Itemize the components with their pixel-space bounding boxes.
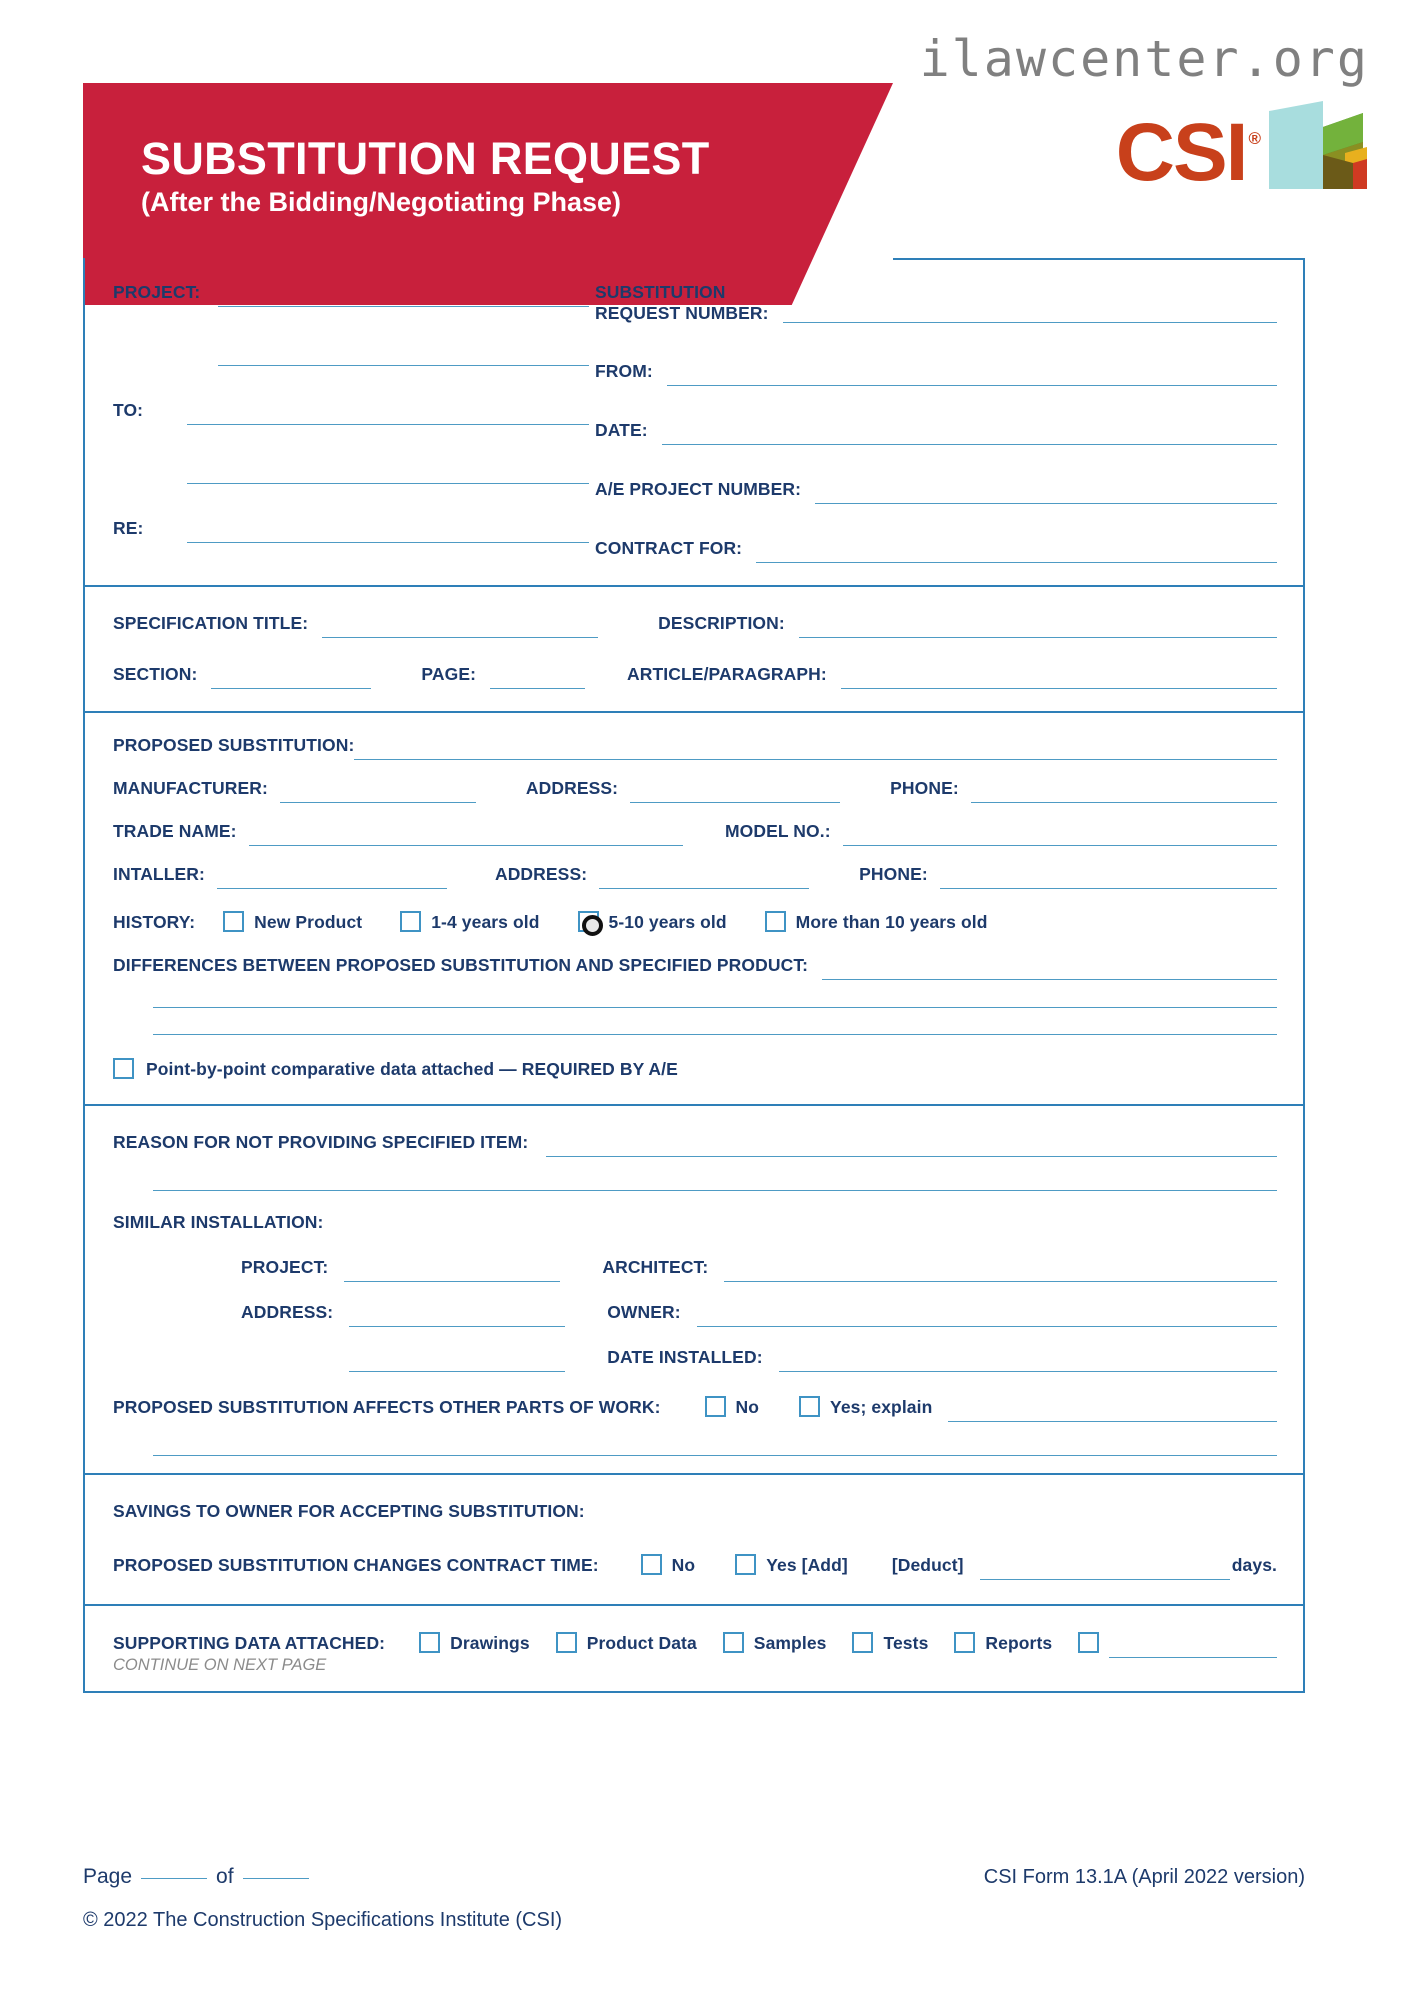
spec-row-1	[113, 613, 1277, 634]
similar-project-row	[113, 1257, 1277, 1278]
contract-for-label: CONTRACT FOR:	[595, 538, 743, 559]
section-input[interactable]	[211, 688, 371, 689]
intaller-address-input[interactable]	[599, 888, 809, 889]
supporting-option-1[interactable]	[556, 1628, 697, 1654]
contract-for-input[interactable]	[756, 562, 1277, 563]
point-by-point-row[interactable]	[113, 1054, 1277, 1080]
supporting-option-1-label: Product Data	[586, 1633, 697, 1654]
csi-logo	[1115, 97, 1367, 198]
savings-label: SAVINGS TO OWNER FOR ACCEPTING SUBSTITUTION:	[113, 1501, 585, 1522]
history-option-2[interactable]	[578, 907, 727, 933]
affects-option-0-label: No	[735, 1397, 760, 1418]
substitution-request-number-input[interactable]	[783, 322, 1277, 323]
history-label: HISTORY:	[113, 912, 196, 933]
watermark-text: ilawcenter.org	[919, 30, 1369, 88]
intaller-phone-input[interactable]	[940, 888, 1277, 889]
description-label: DESCRIPTION:	[658, 613, 785, 634]
date-input[interactable]	[662, 444, 1277, 445]
similar-architect-input[interactable]	[724, 1281, 1277, 1282]
field-to-line2	[113, 459, 589, 480]
field-to	[113, 400, 589, 421]
ae-project-number-label: A/E PROJECT NUMBER:	[595, 479, 802, 500]
field-ae-project-number	[595, 479, 1277, 500]
section-savings	[85, 1475, 1303, 1606]
reason-input-1[interactable]	[546, 1156, 1277, 1157]
field-re	[113, 518, 589, 539]
affects-option-1-label: Yes; explain	[830, 1397, 933, 1418]
similar-architect-label: ARCHITECT:	[602, 1257, 709, 1278]
supporting-option-2[interactable]	[723, 1628, 827, 1654]
srn-label-line2: REQUEST NUMBER:	[595, 302, 769, 323]
similar-date-installed-row	[113, 1347, 1277, 1368]
differences-row-3	[113, 1025, 1277, 1026]
article-paragraph-label: ARTICLE/PARAGRAPH:	[627, 664, 827, 685]
checkbox-affects-no-icon[interactable]	[705, 1396, 726, 1417]
similar-project-input[interactable]	[344, 1281, 560, 1282]
checkbox-affects-yes-icon[interactable]	[799, 1396, 820, 1417]
article-paragraph-input[interactable]	[841, 688, 1277, 689]
section-supporting-data	[85, 1606, 1303, 1691]
supporting-option-0-label: Drawings	[450, 1633, 530, 1654]
spec-row-2	[113, 664, 1277, 685]
deduct-label: [Deduct]	[891, 1555, 964, 1576]
description-input[interactable]	[799, 637, 1277, 638]
field-substitution-request-number	[595, 282, 1277, 323]
differences-input-3[interactable]	[153, 1034, 1277, 1035]
history-row	[113, 907, 1277, 933]
page-subtitle: (After the Bidding/Negotiating Phase)	[141, 187, 622, 218]
intaller-address-label: ADDRESS:	[494, 864, 588, 885]
changes-contract-time-label: PROPOSED SUBSTITUTION CHANGES CONTRACT TIME:	[113, 1555, 599, 1576]
history-option-3[interactable]	[765, 907, 988, 933]
to-input-2[interactable]	[187, 483, 589, 484]
date-label: DATE:	[595, 420, 648, 441]
manufacturer-address-label: ADDRESS:	[525, 778, 619, 799]
point-by-point-label: Point-by-point comparative data attached — REQUIRED BY A/E	[146, 1059, 678, 1080]
history-option-0[interactable]	[223, 907, 362, 933]
similar-address-row	[113, 1302, 1277, 1323]
ae-project-number-input[interactable]	[815, 503, 1277, 504]
supporting-option-5[interactable]	[1078, 1628, 1277, 1649]
supporting-option-3[interactable]	[852, 1628, 928, 1654]
similar-address-label: ADDRESS:	[241, 1302, 334, 1323]
affects-explain-input[interactable]	[948, 1421, 1277, 1422]
checkbox-other-icon[interactable]	[1078, 1632, 1099, 1653]
page-word-label: Page	[83, 1865, 133, 1888]
re-label: RE:	[113, 518, 144, 538]
trade-name-input[interactable]	[249, 845, 683, 846]
checkbox-1-4-years-icon[interactable]	[400, 911, 421, 932]
manufacturer-row	[113, 778, 1277, 799]
contact-left-column	[113, 282, 589, 559]
page-title: SUBSTITUTION REQUEST	[141, 133, 710, 184]
checkbox-product-data-icon[interactable]	[556, 1632, 577, 1653]
differences-row-2	[113, 998, 1277, 999]
checkbox-more-than-10-years-icon[interactable]	[765, 911, 786, 932]
reason-input-2[interactable]	[153, 1190, 1277, 1191]
date-installed-label: DATE INSTALLED:	[607, 1347, 763, 1368]
manufacturer-phone-input[interactable]	[971, 802, 1277, 803]
date-installed-input[interactable]	[779, 1371, 1277, 1372]
supporting-data-label: SUPPORTING DATA ATTACHED:	[113, 1633, 386, 1654]
changes-contract-time-row	[113, 1550, 1277, 1576]
page-numbering	[83, 1865, 318, 1889]
re-input[interactable]	[187, 542, 589, 543]
specification-title-input[interactable]	[322, 637, 598, 638]
differences-input-2[interactable]	[153, 1007, 1277, 1008]
section-contact	[85, 258, 1303, 587]
model-no-label: MODEL NO.:	[724, 821, 831, 842]
page-number-input[interactable]	[141, 1878, 207, 1879]
contract-time-option-1[interactable]	[735, 1550, 848, 1576]
differences-row	[113, 955, 1277, 976]
similar-project-label: PROJECT:	[241, 1257, 329, 1278]
contract-time-option-1-label: Yes [Add]	[766, 1555, 848, 1576]
footer-top-row	[83, 1865, 1305, 1889]
checkbox-new-product-icon[interactable]	[223, 911, 244, 932]
reason-row-2	[113, 1181, 1277, 1182]
similar-owner-input[interactable]	[697, 1326, 1277, 1327]
continue-note: CONTINUE ON NEXT PAGE	[113, 1656, 327, 1675]
section-specification	[85, 587, 1303, 713]
checkbox-tests-icon[interactable]	[852, 1632, 873, 1653]
reason-label: REASON FOR NOT PROVIDING SPECIFIED ITEM:	[113, 1132, 529, 1153]
reason-row	[113, 1132, 1277, 1153]
from-input[interactable]	[667, 385, 1277, 386]
page-label: PAGE:	[421, 664, 477, 685]
similar-address-input[interactable]	[349, 1326, 565, 1327]
history-option-1-label: 1-4 years old	[431, 912, 540, 933]
manufacturer-input[interactable]	[280, 802, 476, 803]
form-id-label: CSI Form 13.1A (April 2022 version)	[983, 1866, 1305, 1888]
history-option-1[interactable]	[400, 907, 539, 933]
contact-right-column	[589, 282, 1277, 559]
proposed-substitution-input[interactable]	[354, 759, 1277, 760]
form-frame	[83, 258, 1305, 1693]
checkbox-samples-icon[interactable]	[723, 1632, 744, 1653]
savings-row	[113, 1501, 1277, 1522]
checkbox-contract-time-no-icon[interactable]	[641, 1554, 662, 1575]
differences-label: DIFFERENCES BETWEEN PROPOSED SUBSTITUTION AND SPECIFIED PRODUCT:	[113, 955, 809, 976]
project-input[interactable]	[218, 306, 589, 307]
field-date	[595, 420, 1277, 441]
intaller-label: INTALLER:	[113, 864, 205, 885]
manufacturer-label: MANUFACTURER:	[113, 778, 268, 799]
field-from	[595, 361, 1277, 382]
registered-trademark-icon: ®	[1248, 129, 1261, 148]
field-project-line2	[113, 341, 589, 362]
affects-row	[113, 1392, 1277, 1418]
checkbox-reports-icon[interactable]	[954, 1632, 975, 1653]
checkbox-drawings-icon[interactable]	[419, 1632, 440, 1653]
affects-option-0[interactable]	[705, 1392, 760, 1418]
trade-name-row	[113, 821, 1277, 842]
supporting-option-2-label: Samples	[753, 1633, 827, 1654]
contract-time-option-0[interactable]	[641, 1550, 696, 1576]
manufacturer-address-input[interactable]	[630, 802, 840, 803]
intaller-input[interactable]	[217, 888, 447, 889]
of-word-label: of	[216, 1865, 234, 1888]
days-input[interactable]	[980, 1579, 1230, 1580]
page-input[interactable]	[490, 688, 585, 689]
section-reason	[85, 1106, 1303, 1475]
csi-logo-text: CSI	[1115, 106, 1247, 198]
to-input[interactable]	[187, 424, 589, 425]
project-label: PROJECT:	[113, 282, 201, 302]
checkbox-contract-time-yes-add-icon[interactable]	[735, 1554, 756, 1575]
contract-time-option-0-label: No	[671, 1555, 696, 1576]
to-label: TO:	[113, 400, 144, 420]
affects-explain-input-2[interactable]	[153, 1455, 1277, 1456]
proposed-substitution-row	[113, 735, 1277, 756]
supporting-option-4[interactable]	[954, 1628, 1052, 1654]
manufacturer-phone-label: PHONE:	[890, 778, 959, 799]
history-option-3-label: More than 10 years old	[795, 912, 988, 933]
supporting-option-3-label: Tests	[883, 1633, 929, 1654]
proposed-substitution-label: PROPOSED SUBSTITUTION:	[113, 735, 355, 756]
supporting-option-4-label: Reports	[985, 1633, 1053, 1654]
page-footer	[83, 1865, 1305, 1932]
intaller-phone-label: PHONE:	[859, 864, 928, 885]
field-project	[113, 282, 589, 303]
specification-title-label: SPECIFICATION TITLE:	[113, 613, 309, 634]
affects-label: PROPOSED SUBSTITUTION AFFECTS OTHER PARTS OF WORK:	[113, 1397, 661, 1418]
similar-installation-label: SIMILAR INSTALLATION:	[113, 1212, 324, 1233]
project-input-2[interactable]	[218, 365, 589, 366]
history-option-0-label: New Product	[254, 912, 363, 933]
checkbox-point-by-point-icon[interactable]	[113, 1058, 134, 1079]
csi-logo-mark-icon	[1261, 97, 1367, 189]
differences-input-1[interactable]	[822, 979, 1277, 980]
copyright-label: © 2022 The Construction Specifications Institute (CSI)	[83, 1909, 563, 1931]
affects-explain-row-2	[113, 1446, 1277, 1447]
banner-text-group	[141, 135, 710, 218]
checkbox-5-10-years-icon[interactable]	[578, 911, 599, 932]
supporting-data-row	[113, 1628, 1277, 1654]
srn-label-line1: SUBSTITUTION	[595, 282, 726, 302]
section-proposed-substitution	[85, 713, 1303, 1106]
similar-address-input-2[interactable]	[349, 1371, 565, 1372]
supporting-option-0[interactable]	[419, 1628, 530, 1654]
history-option-2-label: 5-10 years old	[608, 912, 727, 933]
field-contract-for	[595, 538, 1277, 559]
trade-name-label: TRADE NAME:	[113, 821, 237, 842]
section-label: SECTION:	[113, 664, 198, 685]
similar-installation-row	[113, 1212, 1277, 1233]
model-no-input[interactable]	[843, 845, 1277, 846]
intaller-row	[113, 864, 1277, 885]
substitution-request-number-label	[595, 282, 769, 323]
supporting-option-5-input[interactable]	[1109, 1657, 1277, 1658]
affects-option-1[interactable]	[799, 1392, 932, 1418]
total-pages-input[interactable]	[243, 1878, 309, 1879]
similar-owner-label: OWNER:	[607, 1302, 681, 1323]
from-label: FROM:	[595, 361, 653, 382]
days-label: days.	[1231, 1555, 1277, 1576]
